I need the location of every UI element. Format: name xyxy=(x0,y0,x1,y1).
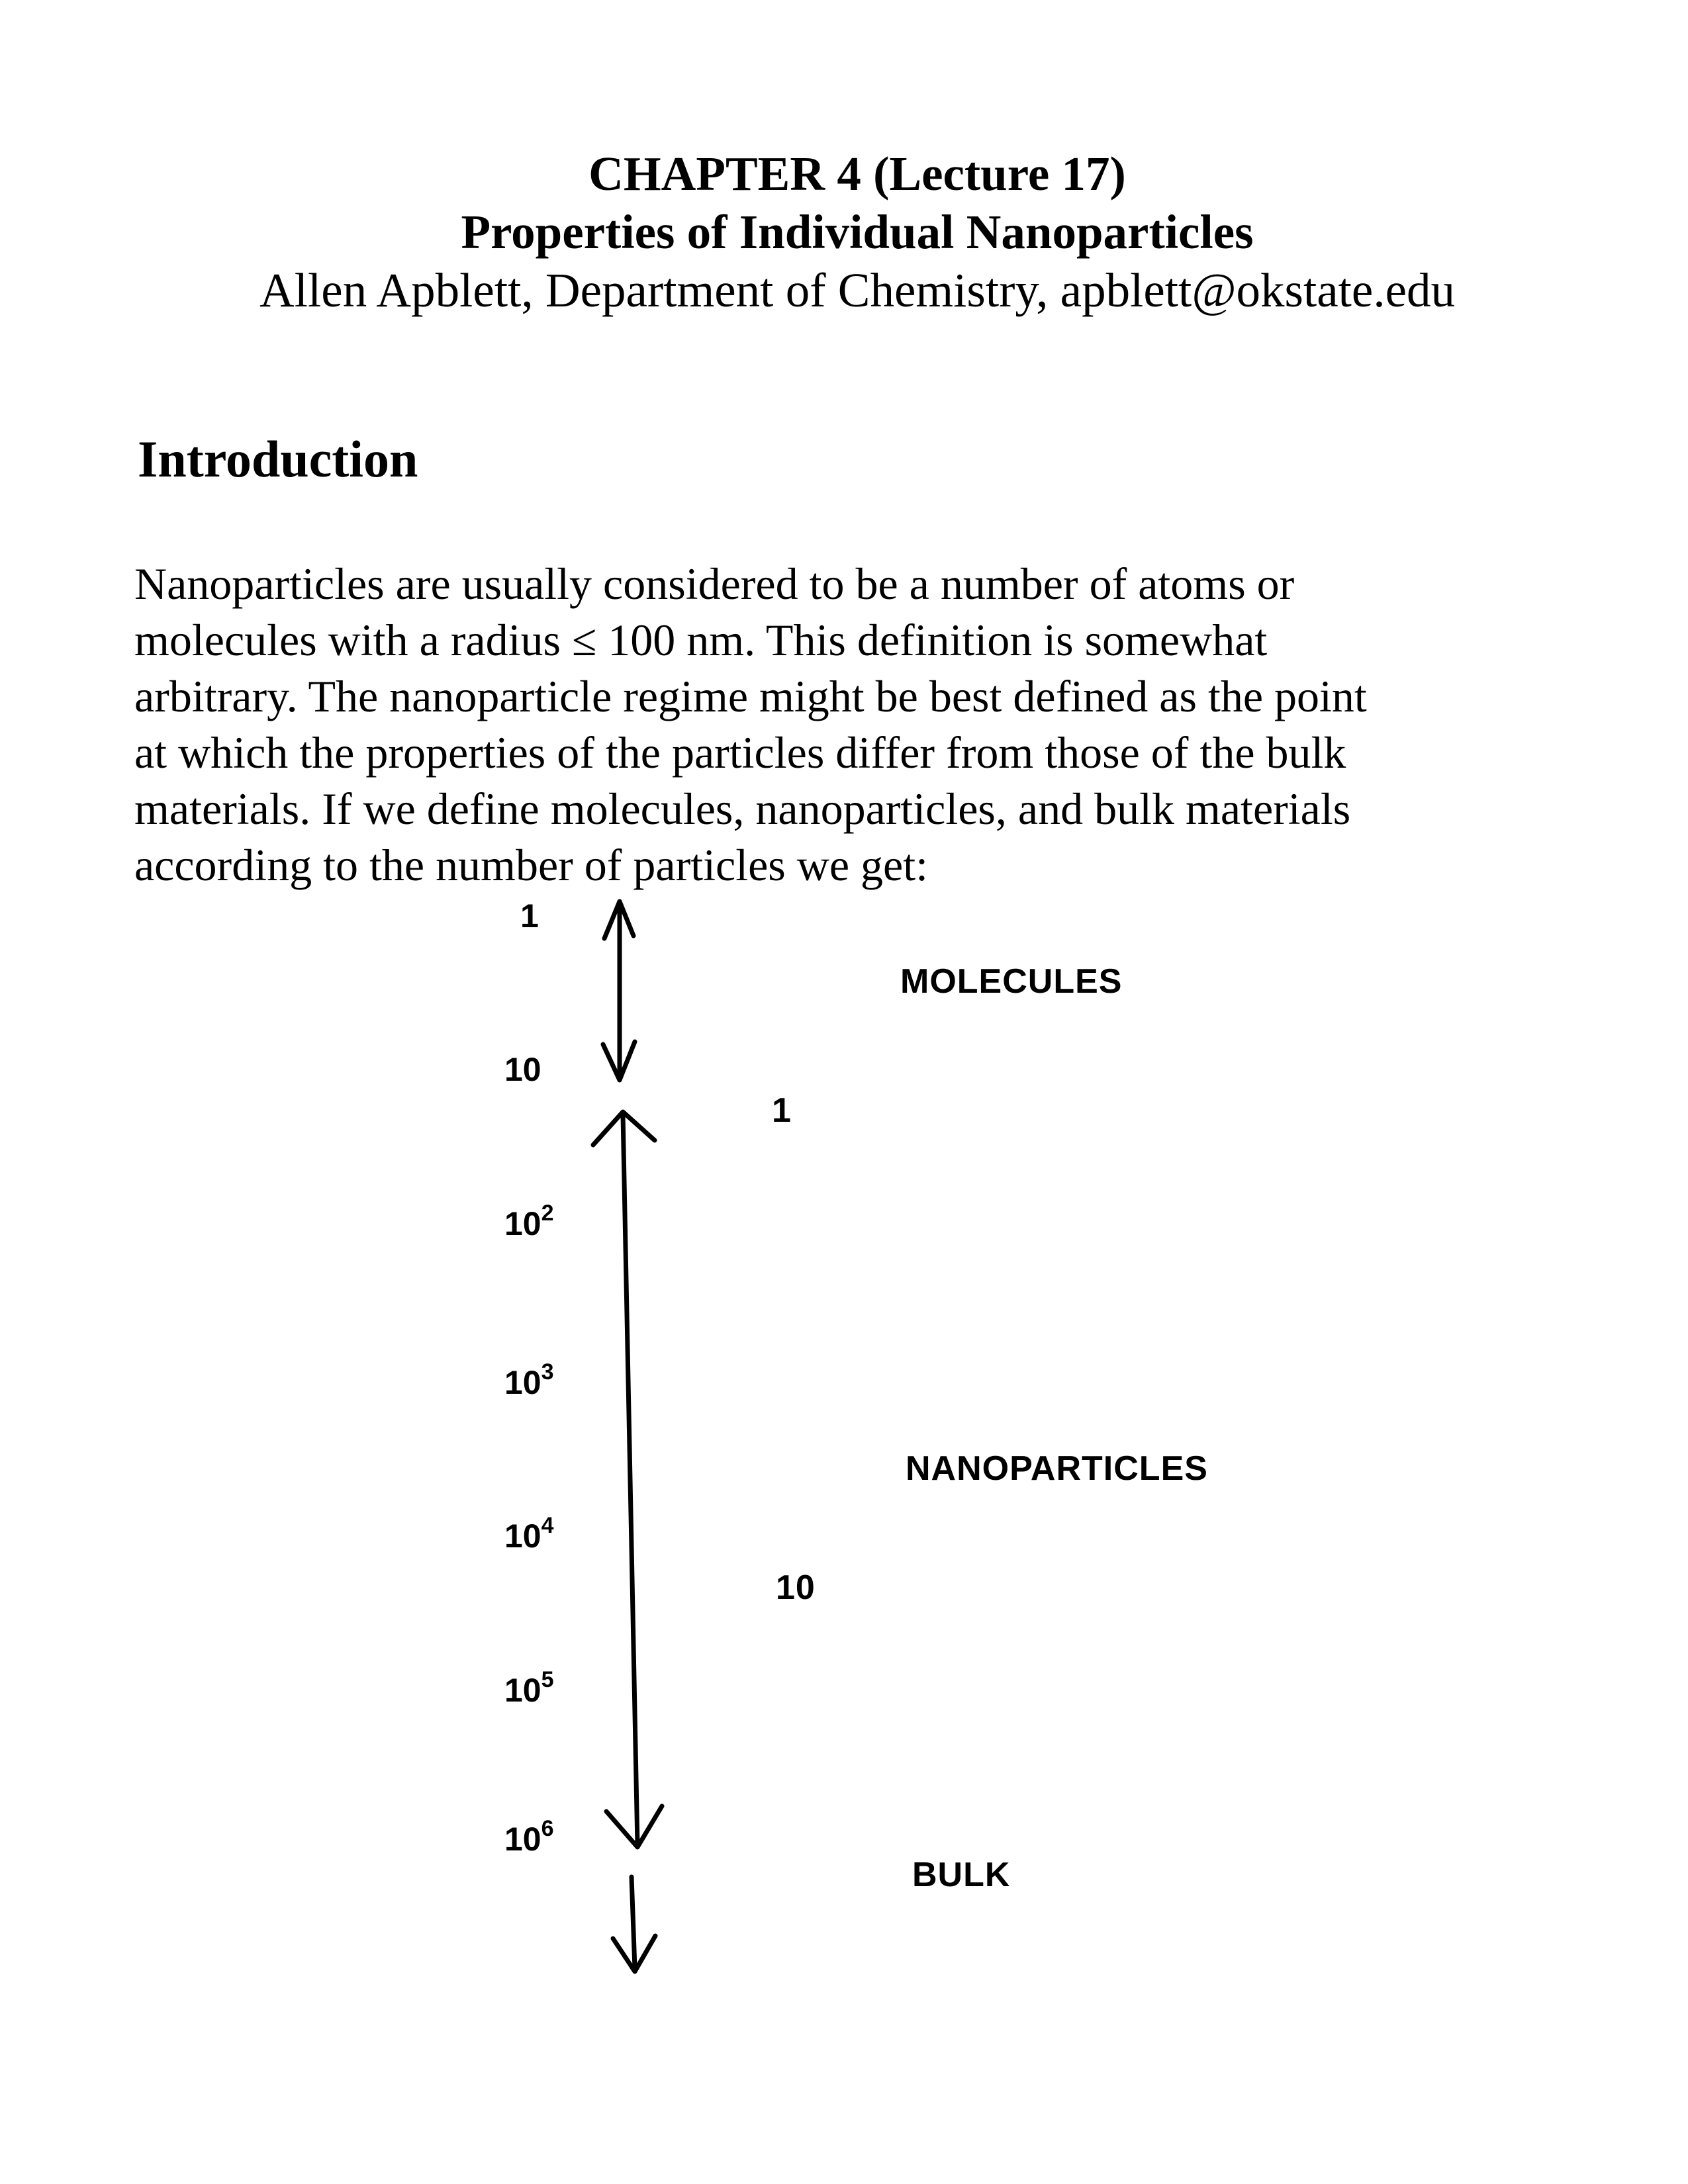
scale-label-10e3 xyxy=(504,1359,554,1402)
scale-exponent: 3 xyxy=(541,1359,554,1385)
category-label-nanoparticles: NANOPARTICLES xyxy=(906,1449,1208,1488)
paragraph-line: materials. If we define molecules, nanoparticles, and bulk materials xyxy=(134,784,1351,834)
title-subtitle-line: Properties of Individual Nanoparticles xyxy=(461,205,1254,259)
molecules-range-start-label: 1 xyxy=(772,1091,792,1130)
scale-base: 1 xyxy=(520,897,539,934)
nanoparticles-range-start-label: 10 xyxy=(776,1569,816,1607)
scale-label-10e2 xyxy=(504,1201,554,1244)
bulk-range-arrow xyxy=(613,1877,655,1972)
category-label-bulk: BULK xyxy=(912,1856,1011,1894)
scale-base: 10 xyxy=(504,1518,541,1555)
scale-label-1 xyxy=(520,896,539,936)
category-label-molecules: MOLECULES xyxy=(900,962,1123,1001)
section-heading-introduction: Introduction xyxy=(138,430,418,488)
nanoparticles-range-arrow xyxy=(593,1112,662,1847)
scale-base: 10 xyxy=(504,1051,541,1088)
scale-exponent: 2 xyxy=(541,1201,554,1226)
scale-label-10e6 xyxy=(504,1816,554,1859)
title-chapter-line: CHAPTER 4 (Lecture 17) xyxy=(588,147,1126,201)
molecules-range-arrow xyxy=(603,901,635,1080)
scale-exponent: 4 xyxy=(541,1513,554,1538)
scale-label-10 xyxy=(504,1050,541,1089)
scale-base: 10 xyxy=(504,1364,541,1401)
scale-base: 10 xyxy=(504,1205,541,1242)
scale-exponent: 6 xyxy=(541,1816,554,1841)
paragraph-line: molecules with a radius ≤ 100 nm. This definition is somewhat xyxy=(134,615,1268,665)
intro-paragraph xyxy=(134,556,1657,893)
scale-label-10e4 xyxy=(504,1513,554,1556)
paragraph-line: according to the number of particles we get: xyxy=(134,840,928,890)
scale-exponent: 5 xyxy=(541,1667,554,1692)
scale-label-10e5 xyxy=(504,1667,554,1710)
scale-base: 10 xyxy=(504,1672,541,1709)
paragraph-line: arbitrary. The nanoparticle regime might be best defined as the point xyxy=(134,671,1367,721)
title-author-line: Allen Apblett, Department of Chemistry, apblett@okstate.edu xyxy=(259,263,1455,317)
scale-base: 10 xyxy=(504,1821,541,1858)
paragraph-line: Nanoparticles are usually considered to be a number of atoms or xyxy=(134,559,1295,609)
paragraph-line: at which the properties of the particles differ from those of the bulk xyxy=(134,727,1346,778)
